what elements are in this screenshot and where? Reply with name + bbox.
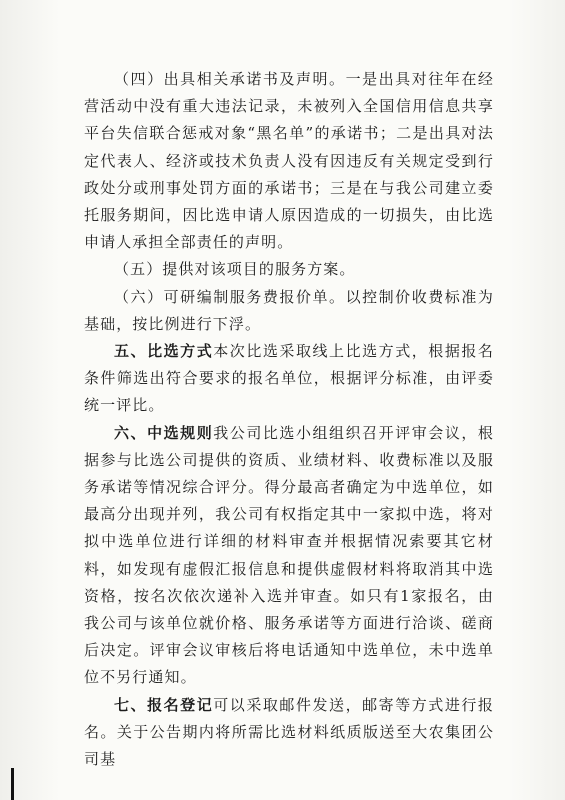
section-selection-method	[84, 338, 494, 420]
section-heading: 七、报名登记	[114, 695, 214, 714]
paragraph-text: （五）提供对该项目的服务方案。	[114, 260, 356, 279]
section-text: 可以采取邮件发送，邮寄等方式进行报名。关于公告期内将所需比选材料纸质版送至大农集团公司基	[84, 695, 494, 769]
paragraph-text: （四）出具相关承诺书及声明。一是出具对往年在经营活动中没有重大违法记录，未被列入全国信用信息共享平台失信联合惩戒对象“黑名单”的承诺书；二是出具对法定代表人、经济或技术负责人没有因违反有关规定受到行政处分或刑事处罚方面的承诺书；三是在与我公司建立委托服务期间，因比选申请人原因造成的一切损失，由比选申请人承担全部责任的声明。	[84, 70, 494, 252]
section-text: 我公司比选小组组织召开评审会议，根据参与比选公司提供的资质、业绩材料、收费标准以及服务承诺等情况综合评分。得分最高者确定为中选单位，如最高分出现并列，我公司有权指定其中一家拟中选，将对拟中选单位进行详细的材料审查并根据情况索要其它材料，如发现有虚假汇报信息和提供虚假材料将取消其中选资格，按名次依次递补入选并审查。如只有1家报名，由我公司与该单位就价格、服务承诺等方面进行洽谈、磋商后决定。评审会议审核后将电话通知中选单位，未中选单位不另行通知。	[84, 423, 494, 687]
paragraph-fee-quote	[84, 284, 494, 338]
section-heading: 六、中选规则	[114, 423, 214, 442]
paragraph-text: （六）可研编制服务费报价单。以控制价收费标准为基础，按比例进行下浮。	[84, 287, 494, 333]
paragraph-service-plan	[84, 256, 494, 283]
document-body	[84, 66, 494, 773]
paragraph-commitment-letters	[84, 66, 494, 256]
section-selection-rules	[84, 420, 494, 692]
section-heading: 五、比选方式	[114, 342, 214, 361]
section-registration	[84, 692, 494, 774]
section-text: 本次比选采取线上比选方式，根据报名条件筛选出符合要求的报名单位，根据评分标准，由评委统一评比。	[84, 342, 494, 415]
scan-margin-mark	[11, 768, 14, 800]
